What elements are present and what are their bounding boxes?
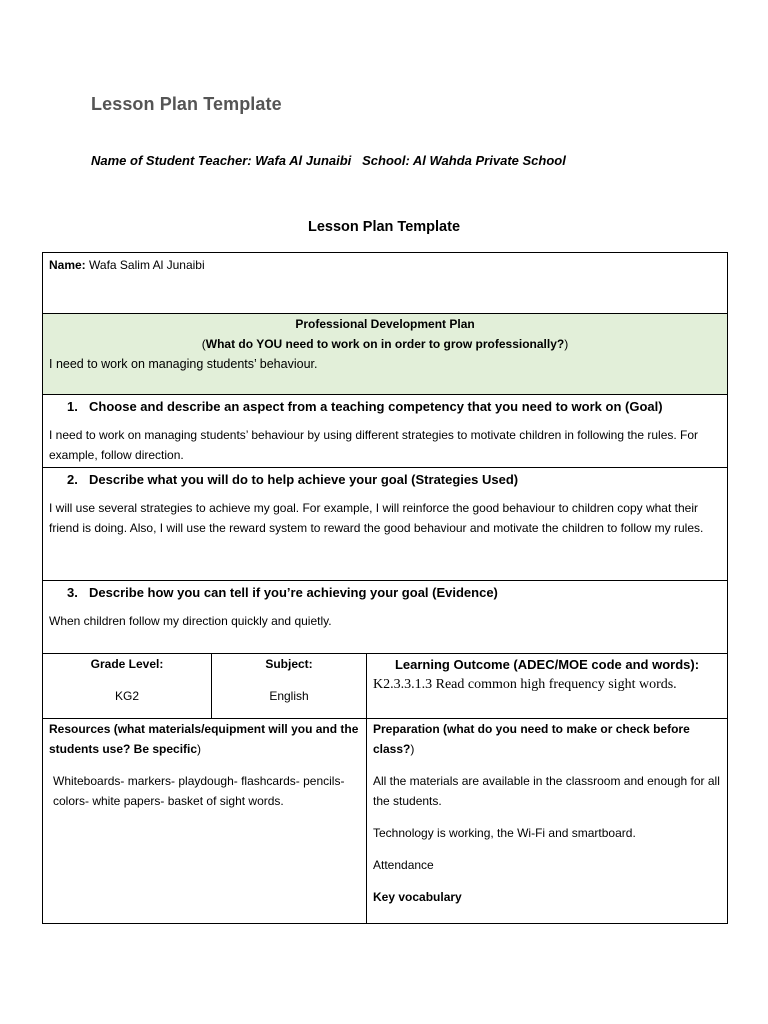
section-number: 1. <box>67 399 78 414</box>
pd-subheading <box>49 334 721 354</box>
preparation-label-bold: Preparation <box>373 722 440 736</box>
resources-label-bold: Resources <box>49 722 111 736</box>
resources-cell <box>43 719 367 924</box>
preparation-item: Technology is working, the Wi-Fi and smartboard. <box>373 826 636 840</box>
section-heading-text: Choose and describe an aspect from a teaching competency that you need to work on (Goal) <box>89 399 663 414</box>
teacher-school-line: Name of Student Teacher: Wafa Al Junaibi School: Al Wahda Private School <box>91 153 566 168</box>
resources-preparation-row <box>43 719 728 924</box>
pd-heading: Professional Development Plan <box>295 317 475 331</box>
grade-label: Grade Level: <box>90 657 164 671</box>
learning-outcome-value: K2.3.3.1.3 Read common high frequency sight words. <box>373 677 677 692</box>
name-cell <box>43 253 728 314</box>
document-title: Lesson Plan Template <box>91 94 282 114</box>
section-strategies-heading <box>43 470 727 490</box>
pd-text: I need to work on managing students’ behaviour. <box>49 357 318 371</box>
professional-development-row <box>43 314 728 395</box>
section-evidence-cell <box>43 581 728 654</box>
subject-label: Subject: <box>265 657 313 671</box>
section-strategies-body: I will use several strategies to achieve my goal. For example, I will reinforce the good behaviour to children copy what their friend is doing. Also, I will use the reward system to reward the good behaviour and motivate the children to follow my rules. <box>49 501 704 535</box>
section-goal-heading <box>43 397 727 417</box>
resources-label-rest: (what materials/equipment will you and the students use? Be specific <box>49 722 359 756</box>
grade-cell <box>43 654 212 719</box>
preparation-label <box>373 719 721 759</box>
preparation-item: Attendance <box>373 858 434 872</box>
professional-development-cell <box>43 314 728 395</box>
lesson-info-row <box>43 654 728 719</box>
preparation-label-rest: (what do you need to make or check before class? <box>373 722 690 756</box>
pd-question: What do YOU need to work on in order to grow professionally? <box>205 337 565 351</box>
preparation-label-close: ) <box>410 742 415 756</box>
resources-label <box>49 719 360 759</box>
name-label: Name: <box>49 258 86 272</box>
section-goal-cell <box>43 395 728 468</box>
section-number: 2. <box>67 472 78 487</box>
name-value: Wafa Salim Al Junaibi <box>89 258 205 272</box>
subject-value: English <box>269 689 309 703</box>
section-goal-body: I need to work on managing students’ behaviour by using different strategies to motivate children in following the rules. For example, follow direction. <box>49 428 699 462</box>
learning-outcome-cell <box>367 654 728 719</box>
grade-value: KG2 <box>114 689 139 703</box>
resources-label-close: ) <box>197 742 202 756</box>
name-row <box>43 253 728 314</box>
lesson-plan-table <box>42 252 728 924</box>
subject-cell <box>212 654 367 719</box>
section-strategies-cell <box>43 468 728 581</box>
preparation-item: Key vocabulary <box>373 890 462 904</box>
section-evidence-heading <box>43 583 727 603</box>
preparation-cell <box>367 719 728 924</box>
pd-paren-close: ) <box>564 337 569 351</box>
section-heading-text: Describe how you can tell if you’re achieving your goal (Evidence) <box>89 585 498 600</box>
table-title: Lesson Plan Template <box>307 219 461 235</box>
section-strategies-row <box>43 468 728 581</box>
section-goal-row <box>43 395 728 468</box>
learning-outcome-label: Learning Outcome (ADEC/MOE code and words): <box>394 657 700 672</box>
pd-paren-open: ( <box>201 337 206 351</box>
preparation-item: All the materials are available in the classroom and enough for all the students. <box>373 774 720 808</box>
section-evidence-row <box>43 581 728 654</box>
section-number: 3. <box>67 585 78 600</box>
section-evidence-body: When children follow my direction quickly and quietly. <box>49 614 332 628</box>
section-heading-text: Describe what you will do to help achieve your goal (Strategies Used) <box>89 472 519 487</box>
resources-text: Whiteboards- markers- playdough- flashcards- pencils- colors- white papers- basket of sight words. <box>53 774 345 808</box>
